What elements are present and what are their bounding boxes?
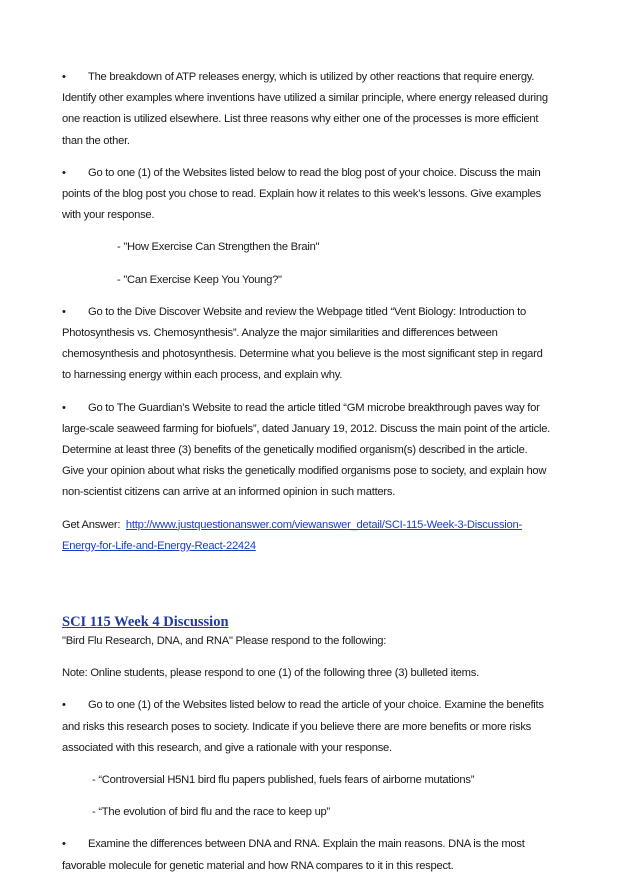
bullet-text-line: large-scale seaweed farming for biofuels”, dated January 19, 2012. Discuss the main point of the article.	[62, 422, 551, 435]
bullet-text-line: Give your opinion about what risks the genetically modified organisms pose to society, and explain how	[62, 465, 547, 478]
bullet-text-line: chemosynthesis and photosynthesis. Determine what you believe is the most significant step in regard	[62, 348, 543, 361]
bullet-marker: •	[62, 166, 66, 179]
blog-title-item: - "Can Exercise Keep You Young?"	[117, 273, 282, 286]
bullet-text-line: favorable molecule for genetic material and how RNA compares to it in this respect.	[62, 859, 454, 872]
bullet-text-line: Go to the Dive Discover Website and review the Webpage titled “Vent Biology: Introduction to	[88, 305, 527, 318]
dna-rna-bullet-item	[62, 834, 582, 876]
answer-link[interactable]: http://www.justquestionanswer.com/viewanswer_detail/SCI-115-Week-3-Discussion-	[125, 518, 522, 531]
bullet-text-line: to harnessing energy within each process, and explain why.	[62, 369, 343, 382]
bullet-marker: •	[62, 305, 66, 318]
bullet-text-line: non-scientist citizens can arrive at an informed opinion in such matters.	[62, 486, 396, 499]
document-body	[62, 67, 582, 877]
bullet-text-line: Go to The Guardian’s Website to read the article titled “GM microbe breakthrough paves way for	[88, 401, 540, 414]
discussion-note: Note: Online students, please respond to one (1) of the following three (3) bulleted items.	[62, 667, 479, 680]
bullet-text-line: with your response.	[62, 209, 155, 222]
atp-bullet-item	[62, 67, 582, 152]
get-answer-label: Get Answer:	[62, 518, 121, 531]
discussion-prompt: "Bird Flu Research, DNA, and RNA" Please respond to the following:	[62, 635, 387, 648]
article-title-item: - “Controversial H5N1 bird flu papers published, fuels fears of airborne mutations”	[92, 774, 475, 787]
guardian-bullet-item	[62, 398, 582, 504]
bullet-text-line: one reaction is utilized elsewhere. List three reasons why either one of the processes is more efficient	[62, 113, 539, 126]
bullet-text-line: and risks this research poses to society. Indicate if you believe there are more benefits or more risks	[62, 720, 532, 733]
bullet-text-line: Go to one (1) of the Websites listed below to read the blog post of your choice. Discuss the main	[88, 166, 541, 179]
bullet-marker: •	[62, 838, 66, 851]
bullet-text-line: Photosynthesis vs. Chemosynthesis”. Analyze the major similarities and differences between	[62, 327, 498, 340]
bullet-marker: •	[62, 401, 66, 414]
bullet-text-line: than the other.	[62, 134, 130, 147]
dive-discover-bullet-item	[62, 302, 582, 387]
article-title-item: - “The evolution of bird flu and the race to keep up”	[92, 806, 330, 819]
bullet-text-line: points of the blog post you chose to read. Explain how it relates to this week’s lessons. Give examples	[62, 188, 541, 201]
bullet-text-line: Examine the differences between DNA and RNA. Explain the main reasons. DNA is the most	[88, 838, 525, 851]
blog-title-item: - "How Exercise Can Strengthen the Brain"	[117, 241, 320, 254]
bullet-marker: •	[62, 71, 66, 83]
get-answer-block	[62, 515, 582, 557]
bullet-text-line: The breakdown of ATP releases energy, which is utilized by other reactions that require energy.	[88, 71, 535, 83]
blog-post-bullet-item	[62, 163, 582, 227]
bullet-text-line: Go to one (1) of the Websites listed below to read the article of your choice. Examine the benefits	[88, 699, 544, 712]
bullet-marker: •	[62, 699, 66, 712]
bullet-text-line: Determine at least three (3) benefits of the genetically modified organism(s) described in the article.	[62, 444, 528, 457]
bird-flu-bullet-item	[62, 695, 582, 759]
bullet-text-line: Identify other examples where inventions have utilized a similar principle, where energy released during	[62, 92, 548, 105]
week4-heading: SCI 115 Week 4 Discussion	[62, 614, 229, 631]
bullet-text-line: associated with this research, and give a rationale with your response.	[62, 741, 392, 754]
answer-link-continued[interactable]: Energy-for-Life-and-Energy-React-22424	[62, 539, 256, 552]
